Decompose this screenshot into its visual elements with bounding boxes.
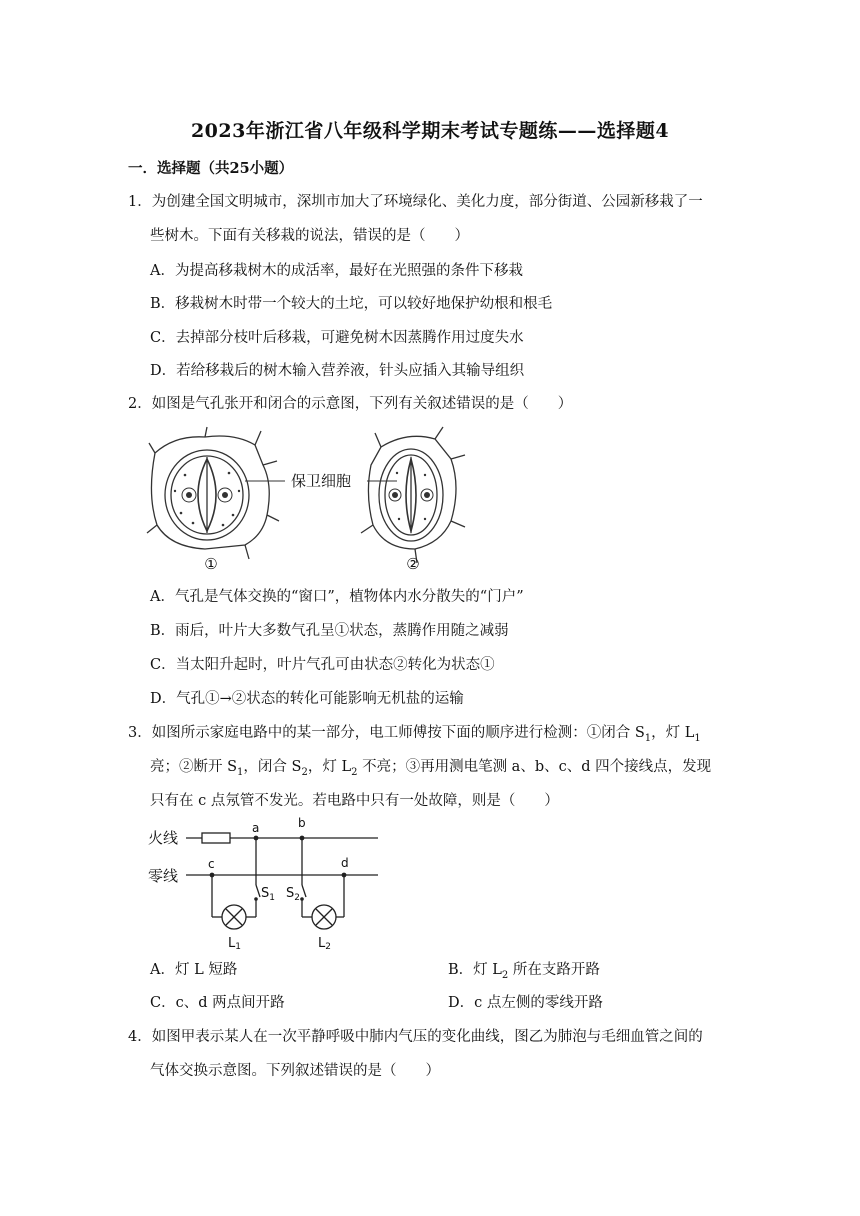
q1-option-b: B．移栽树木时带一个较大的土坨，可以较好地保护幼根和根毛 xyxy=(150,296,553,312)
page-title: 2023年浙江省八年级科学期末考试专题练——选择题4 xyxy=(190,120,670,142)
q3-stem-line2: 亮；②断开 $S_1$，闭合 $S_2$，灯 $L_2$ 不亮；③再用测电笔测 a、b、c、d 四个接线点，发现 xyxy=(150,759,712,778)
point-b-label: b xyxy=(298,816,306,830)
point-c-label: c xyxy=(208,857,215,871)
figure-number-2: ② xyxy=(406,555,420,573)
q1-stem-line1: 1．为创建全国文明城市，深圳市加大了环境绿化、美化力度，部分街道、公园新移栽了一 xyxy=(128,194,703,210)
circuit-figure xyxy=(148,815,388,950)
figure-number-1: ① xyxy=(204,555,218,573)
q1-option-c: C．去掉部分枝叶后移栽，可避免树木因蒸腾作用过度失水 xyxy=(150,330,524,346)
q2-option-c: C．当太阳升起时，叶片气孔可由状态②转化为状态① xyxy=(150,657,495,673)
lamp-l1-label: L1 xyxy=(228,936,241,950)
guard-cell-label: 保卫细胞 xyxy=(291,472,352,490)
q3-option-d: D．c 点左侧的零线开路 xyxy=(448,995,603,1011)
lamp-l2-label: L2 xyxy=(318,936,331,950)
q3-stem-line3: 只有在 c 点氖管不发光。若电路中只有一处故障，则是（ ） xyxy=(150,793,559,809)
neutral-wire-label: 零线 xyxy=(148,867,179,885)
stoma-open-drawing xyxy=(147,427,279,559)
q2-stem-line1: 2．如图是气孔张开和闭合的示意图，下列有关叙述错误的是（ ） xyxy=(128,396,573,412)
stoma-closed-drawing xyxy=(361,427,465,563)
q2-option-a: A．气孔是气体交换的“窗口”，植物体内水分散失的“门户” xyxy=(150,589,524,605)
q4-stem-line2: 气体交换示意图。下列叙述错误的是（ ） xyxy=(150,1063,440,1079)
q2-option-b: B．雨后，叶片大多数气孔呈①状态，蒸腾作用随之减弱 xyxy=(150,623,509,639)
live-wire-label: 火线 xyxy=(148,829,179,847)
switch-s1-label: $S_1$ xyxy=(261,886,275,903)
q1-option-d: D．若给移栽后的树木输入营养液，针头应插入其输导组织 xyxy=(150,363,525,379)
point-d-label: d xyxy=(341,856,349,870)
stomata-figure xyxy=(145,425,485,575)
point-a-label: a xyxy=(252,821,260,835)
q4-stem-line1: 4．如图甲表示某人在一次平静呼吸中肺内气压的变化曲线，图乙为肺泡与毛细血管之间的 xyxy=(128,1029,703,1045)
q3-stem-line1: 3．如图所示家庭电路中的某一部分，电工师傅按下面的顺序进行检测：①闭合 $S_1$，灯 $L_1$ xyxy=(128,725,701,744)
q3-option-b: B．灯 $L_2$ 所在支路开路 xyxy=(448,962,600,981)
q1-stem-line2: 些树木。下面有关移栽的说法，错误的是（ ） xyxy=(150,228,469,244)
q2-option-d: D．气孔①→②状态的转化可能影响无机盐的运输 xyxy=(150,691,464,707)
q3-option-a: A．灯 L 短路 xyxy=(150,962,238,978)
switch-s2-label: $S_2$ xyxy=(286,886,300,903)
q3-option-c: C．c、d 两点间开路 xyxy=(150,995,285,1011)
q1-option-a: A．为提高移栽树木的成活率，最好在光照强的条件下移栽 xyxy=(150,263,523,279)
section-heading: 一．选择题（共25小题） xyxy=(128,160,294,177)
